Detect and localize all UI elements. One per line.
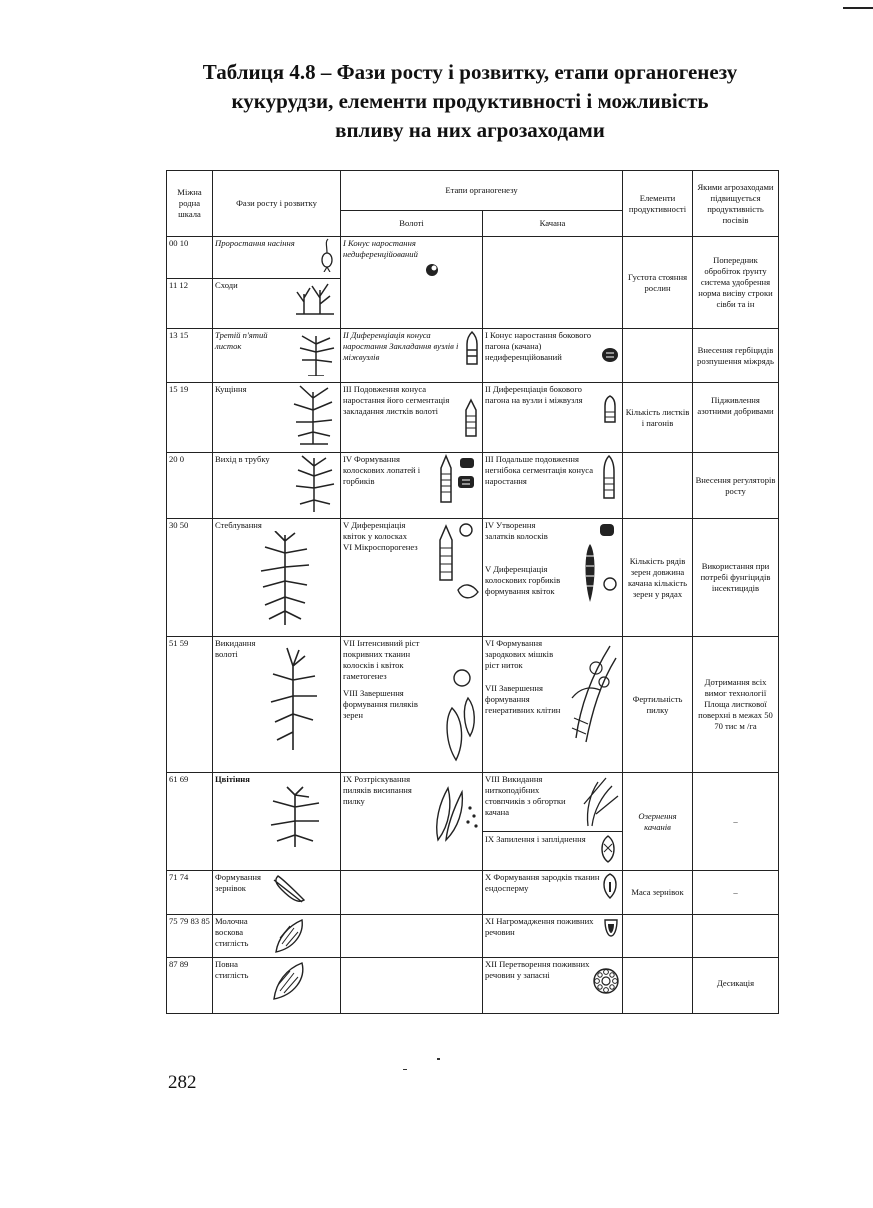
young-plant-icon xyxy=(294,330,338,376)
cell-scale: 87 89 xyxy=(167,958,213,1014)
cell-measures: – xyxy=(693,871,779,915)
header-phases: Фази росту і розвитку xyxy=(213,171,341,237)
cell-stem xyxy=(341,915,483,958)
cell-measures: – xyxy=(693,773,779,871)
cone-segments-icon xyxy=(464,330,480,366)
cob-text: VIII Викидання ниткоподібних стовпчиків з обгортки качана xyxy=(485,774,566,817)
header-stages: Етапи органогенезу xyxy=(341,171,623,211)
header-measures: Якими агрозаходами підвищується продуктивність посівів xyxy=(693,171,779,237)
cell-phase xyxy=(213,637,341,773)
cell-measures: Десикація xyxy=(693,958,779,1014)
stem-text: II Диференціація конуса наростання Закладання вузлів і міжвузлів xyxy=(343,330,459,362)
cell-cob xyxy=(483,383,623,453)
cell-scale: 61 69 xyxy=(167,773,213,871)
cell-elements xyxy=(623,329,693,383)
milky-ear-icon xyxy=(268,916,312,956)
cob-text: XI Нагромадження поживних речовин xyxy=(485,916,594,937)
cell-stem xyxy=(341,637,483,773)
anther-icon xyxy=(440,668,480,768)
phase-label: Вихід в трубку xyxy=(215,454,270,464)
cell-scale: 51 59 xyxy=(167,637,213,773)
cob-text: XII Перетворення поживних речовин у запасні xyxy=(485,959,590,980)
cell-measures xyxy=(693,915,779,958)
cell-measures: Дотримання всіх вимог технології Площа листкової поверхні в межах 50 70 тис м /га xyxy=(693,637,779,773)
cell-stem xyxy=(341,237,483,329)
cob-text: IV Утворення залатків колосків xyxy=(485,520,548,541)
cell-cob xyxy=(483,915,623,958)
embryo-sac-icon xyxy=(566,638,620,750)
phase-label: Цвітіння xyxy=(215,774,250,784)
cell-phase xyxy=(213,519,341,637)
tasseling-plant-icon xyxy=(265,646,321,750)
phase-label: Викидання волоті xyxy=(215,638,256,659)
pollen-release-icon xyxy=(428,782,480,842)
stem-text: I Конус наростання недиференційований xyxy=(343,238,418,259)
stem-text: VI Мікроспорогенез xyxy=(343,542,418,552)
cell-phase xyxy=(213,237,341,279)
grain-fill-icon xyxy=(602,916,620,938)
speck xyxy=(403,1069,407,1070)
fertilization-icon xyxy=(596,834,620,864)
phase-label: Кущіння xyxy=(215,384,247,394)
shoot-node-icon xyxy=(600,394,620,426)
header-stem: Волоті xyxy=(341,211,483,237)
cell-scale: 11 12 xyxy=(167,279,213,329)
title-line-1: Таблиця 4.8 – Фази росту і розвитку, етапи органогенезу xyxy=(202,60,738,84)
cell-elements: Маса зернівок xyxy=(623,871,693,915)
header-cob: Качана xyxy=(483,211,623,237)
cob-text: IX Запилення і запліднення xyxy=(485,834,586,844)
stem-text: IV Формування колоскових лопатей і горбиків xyxy=(343,454,421,486)
cell-scale: 30 50 xyxy=(167,519,213,637)
phase-label: Молочна воскова стиглість xyxy=(215,916,249,948)
cell-elements: Озернення качанів xyxy=(623,773,693,871)
growth-cone-icon xyxy=(424,262,440,278)
cell-stem xyxy=(341,871,483,915)
lateral-shoot-icon xyxy=(600,345,620,363)
cob-text: III Подальше подовження негнібока сегментація конуса наростання xyxy=(485,454,594,486)
stem-text: V Диференціація квіток у колосках xyxy=(343,520,408,541)
cell-elements: Кількість рядів зерен довжина качана кількість зерен у рядах xyxy=(623,519,693,637)
cell-measures: Підживлення азотними добривами xyxy=(693,383,779,453)
tillering-plant-icon xyxy=(288,384,338,446)
stem-text: VIII Завершення формування пиляків зерен xyxy=(343,688,418,720)
cell-phase xyxy=(213,453,341,519)
cell-stem xyxy=(341,383,483,453)
cell-scale: 71 74 xyxy=(167,871,213,915)
cell-cob xyxy=(483,237,623,329)
cell-elements xyxy=(623,958,693,1014)
cell-scale: 75 79 83 85 xyxy=(167,915,213,958)
header-scale: Міжна родна шкала xyxy=(167,171,213,237)
cell-scale: 13 15 xyxy=(167,329,213,383)
cell-phase xyxy=(213,958,341,1014)
cell-scale: 20 0 xyxy=(167,453,213,519)
seedling-icon xyxy=(292,280,338,320)
cell-stem xyxy=(341,519,483,637)
cell-stem xyxy=(341,958,483,1014)
silk-emergence-icon xyxy=(576,774,620,828)
stem-text: III Подовження конуса наростання його сегментація закладання листків волоті xyxy=(343,384,450,416)
phase-label: Повна стиглість xyxy=(215,959,249,980)
cell-cob xyxy=(483,329,623,383)
cell-measures: Використання при потребі фунгіцидів інсектицидів xyxy=(693,519,779,637)
cell-phase xyxy=(213,329,341,383)
mature-ear-icon xyxy=(268,959,312,1003)
phase-label: Проростання насіння xyxy=(215,238,295,248)
cell-stem xyxy=(341,453,483,519)
cell-cob xyxy=(483,519,623,637)
cell-measures: Внесення гербіцидів розпушення міжрядь xyxy=(693,329,779,383)
phase-label: Сходи xyxy=(215,280,238,290)
stem-text: VII Інтенсивний ріст покривних тканин колосків і квіток гаметогенез xyxy=(343,638,420,681)
tassel-spikelets-icon xyxy=(432,520,480,606)
cob-text: I Конус наростання бокового пагона (качана) недиференційований xyxy=(485,330,592,362)
title-line-2: кукурудзи, елементи продуктивності і можливість xyxy=(231,89,709,113)
cell-cob xyxy=(483,453,623,519)
cell-stem xyxy=(341,773,483,871)
cob-text: V Диференціація колоскових горбиків формування квіток xyxy=(485,564,561,596)
cell-phase xyxy=(213,279,341,329)
stem-elongation-plant-icon xyxy=(290,454,338,512)
segmented-cone-icon xyxy=(462,398,480,438)
page-number: 282 xyxy=(168,1072,197,1093)
cob-text: VI Формування зародкових мішків ріст ниток xyxy=(485,638,554,670)
cob-text: VII Завершення формування генеративних клітин xyxy=(485,683,561,715)
cell-elements xyxy=(623,453,693,519)
header-elements: Елементи продуктивності xyxy=(623,171,693,237)
cell-measures: Внесення регуляторів росту xyxy=(693,453,779,519)
cell-scale: 15 19 xyxy=(167,383,213,453)
stemming-plant-icon xyxy=(255,531,315,625)
cell-elements: Фертильність пилку xyxy=(623,637,693,773)
spikelet-lobes-icon xyxy=(436,454,480,504)
stem-text: IX Розтріскування пиляків висипання пилку xyxy=(343,774,412,806)
organogenesis-table xyxy=(166,170,779,1014)
flowering-plant-icon xyxy=(265,785,325,847)
cell-cob xyxy=(483,773,623,871)
cob-text: X Формування зародків тканин ендосперму xyxy=(485,872,600,893)
cell-elements xyxy=(623,915,693,958)
forming-grain-icon xyxy=(268,872,308,908)
cell-elements: Кількість листків і пагонів xyxy=(623,383,693,453)
title-line-3: впливу на них агрозаходами xyxy=(335,118,605,142)
phase-label: Третій п'ятий листок xyxy=(215,330,268,351)
speck xyxy=(437,1058,440,1060)
cell-cob xyxy=(483,871,623,915)
cell-phase xyxy=(213,871,341,915)
elongated-cone-icon xyxy=(598,454,620,500)
cob-text: II Диференціація бокового пагона на вузли і міжвузля xyxy=(485,384,583,405)
cell-phase xyxy=(213,915,341,958)
corner-mark xyxy=(843,7,873,9)
cell-stem xyxy=(341,329,483,383)
page-title xyxy=(110,58,830,145)
phase-label: Формування зернівок xyxy=(215,872,261,893)
cell-cob xyxy=(483,637,623,773)
cell-measures: Попередник обробіток ґрунту система удобрення норма висіву строки сівби та ін xyxy=(693,237,779,329)
cell-phase xyxy=(213,773,341,871)
cell-phase xyxy=(213,383,341,453)
cell-elements: Густота стояння рослин xyxy=(623,237,693,329)
kernel-icon xyxy=(600,872,620,900)
cob-cross-section-icon xyxy=(592,967,620,995)
cell-scale: 00 10 xyxy=(167,237,213,279)
cell-cob xyxy=(483,958,623,1014)
sprouting-seed-icon xyxy=(316,238,338,272)
phase-label: Стеблування xyxy=(215,520,262,530)
ear-primordium-icon xyxy=(574,520,620,610)
